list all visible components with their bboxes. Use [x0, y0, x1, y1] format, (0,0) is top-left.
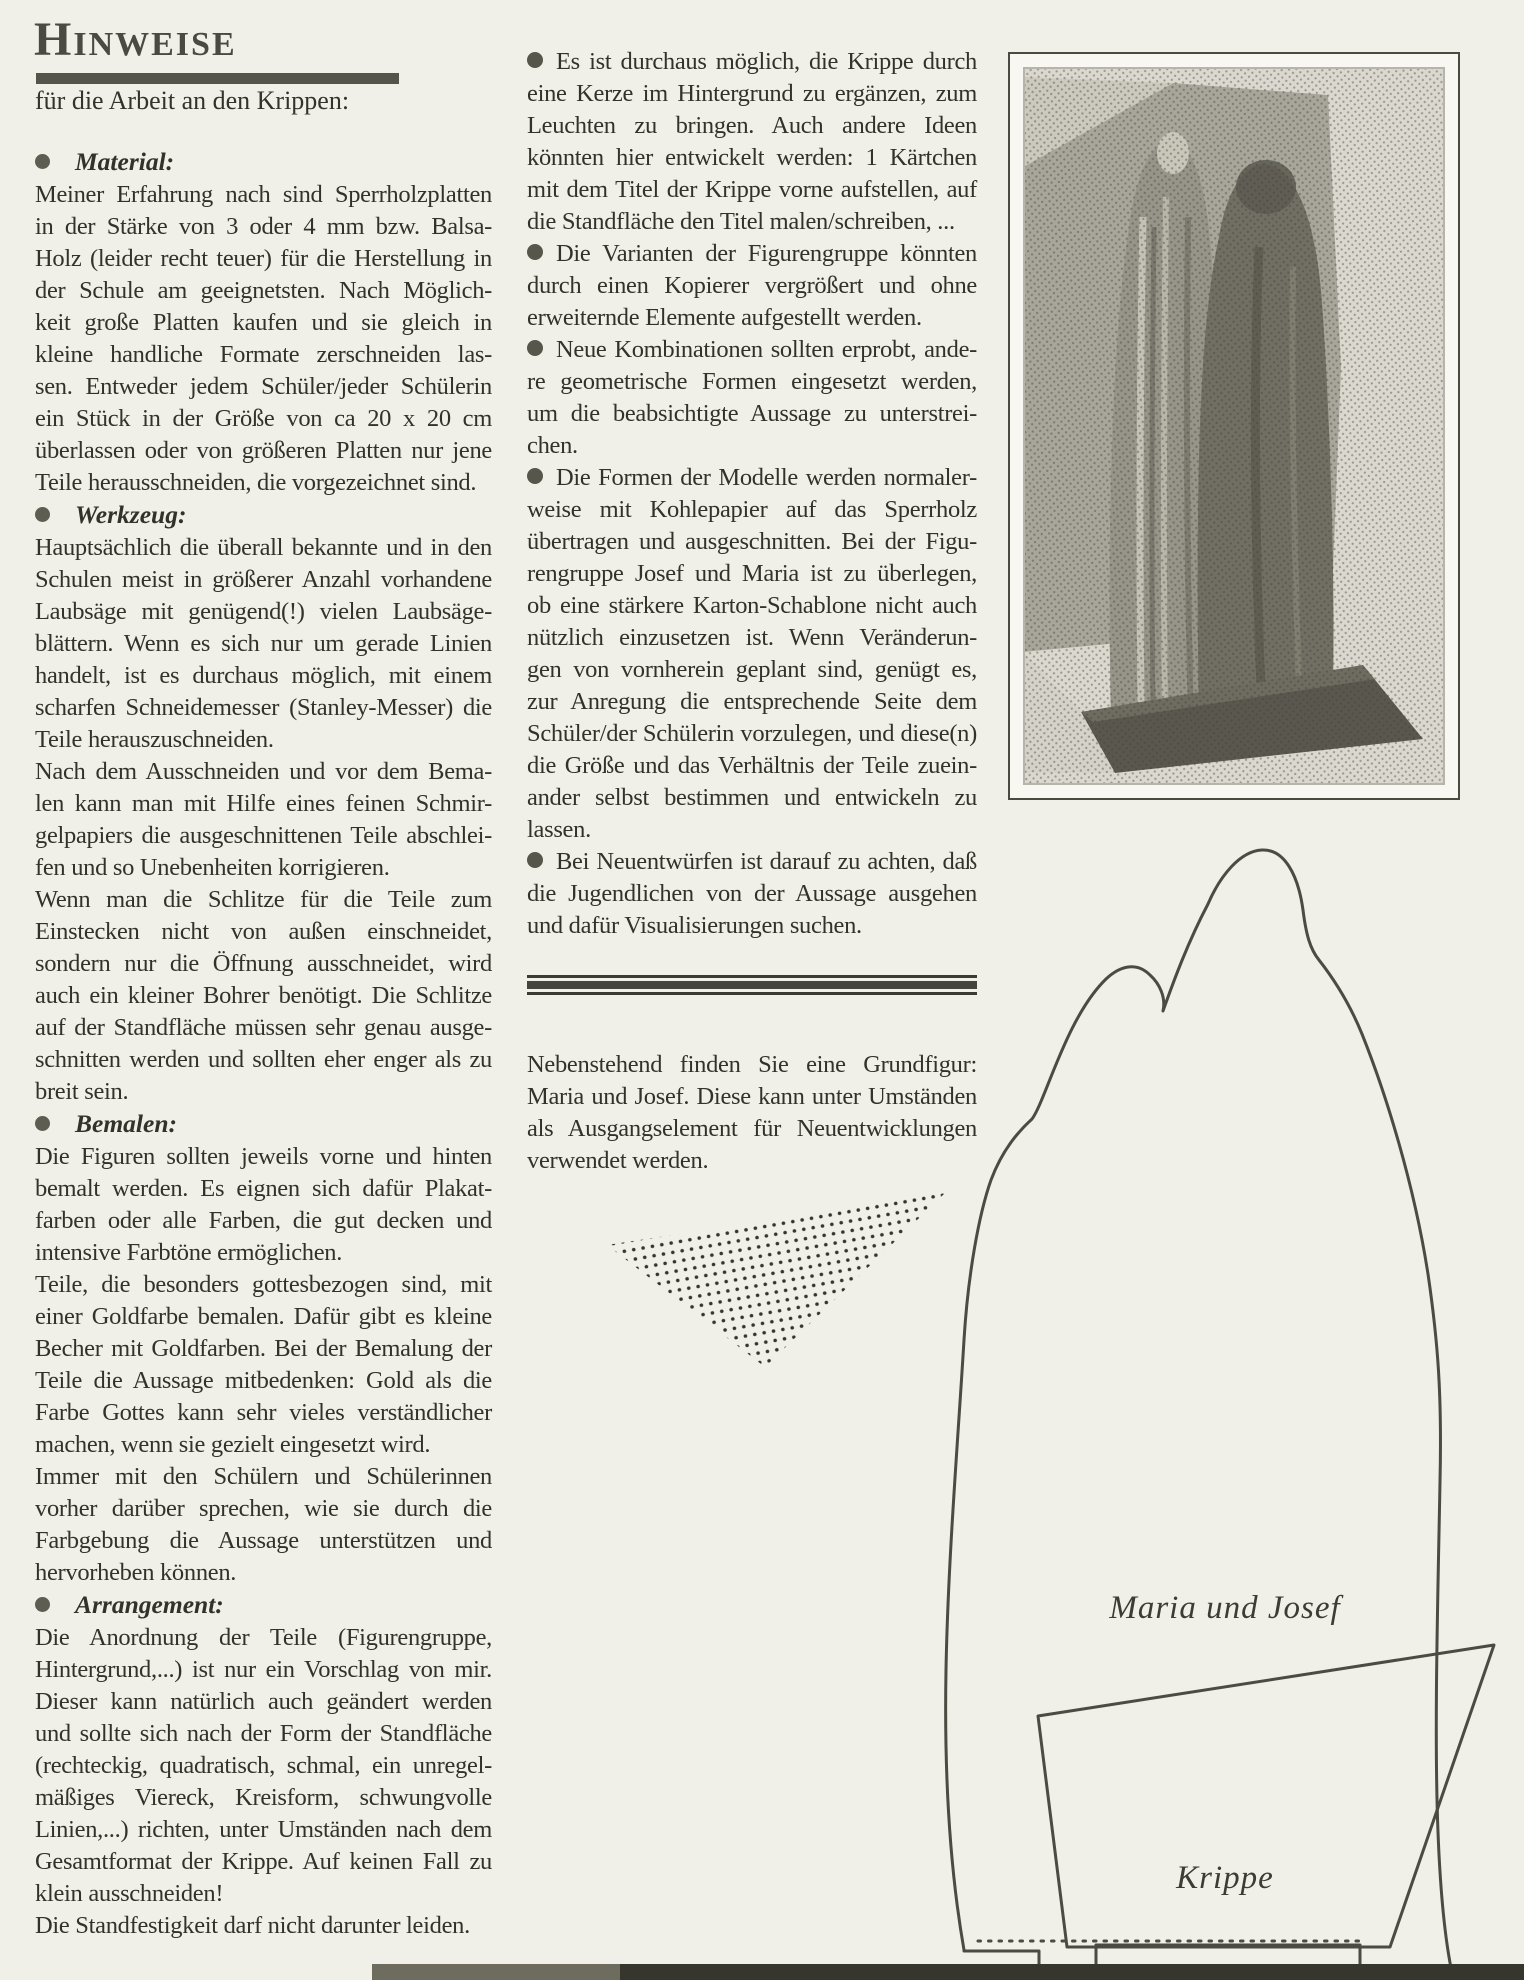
text-line: um die beabsichtigte Aussage zu unterstrei-: [527, 400, 977, 427]
text-line: Dieser kann natürlich auch geändert werden: [35, 1688, 492, 1715]
left-column-body: [35, 146, 492, 1942]
text-line: Hauptsächlich die überall bekannte und in den: [35, 534, 492, 561]
triangle-shape: [607, 1193, 945, 1367]
bullet-icon: [527, 852, 543, 868]
text-line: Die Figuren sollten jeweils vorne und hinten: [35, 1143, 492, 1170]
section-divider: [527, 975, 977, 995]
text-line: Die Anordnung der Teile (Figurengruppe,: [35, 1624, 492, 1651]
text-line: Teile herausschneiden, die vorgezeichnet sind.: [35, 469, 477, 496]
text-line: Schulen meist in größerer Anzahl vorhandene: [35, 566, 492, 593]
text-line: Hintergrund,...) ist nur ein Vorschlag von mir.: [35, 1656, 492, 1683]
bullet-icon: [527, 340, 543, 356]
bullet-icon: [527, 468, 543, 484]
text-line: re geometrische Formen eingesetzt werden,: [527, 368, 977, 395]
text-line: Einstecken nicht von außen einschneidet,: [35, 918, 492, 945]
text-line: als Ausgangselement für Neuentwicklungen: [527, 1115, 977, 1142]
section-heading: [35, 146, 492, 179]
text-line: scharfen Schneidemesser (Stanley-Messer) die: [35, 694, 492, 721]
text-line: Nach dem Ausschneiden und vor dem Bema-: [35, 758, 492, 785]
divider-line: [527, 975, 977, 978]
text-line: Becher mit Goldfarben. Bei der Bemalung der: [35, 1335, 492, 1362]
divider-line: [527, 992, 977, 995]
section-heading: [35, 1108, 492, 1141]
text-line: Die Varianten der Figurengruppe könnten: [527, 238, 977, 270]
text-line: mäßiges Viereck, Kreisform, schwungvolle: [35, 1784, 492, 1811]
text-line: weise mit Kohlepapier auf das Sperrholz: [527, 496, 977, 523]
text-line: Neue Kombinationen sollten erprobt, ande-: [527, 334, 977, 366]
text-line: Teile, die besonders gottesbezogen sind, mit: [35, 1271, 492, 1298]
text-line: auf der Standfläche müssen sehr genau ausge-: [35, 1014, 492, 1041]
text-line: Farbe Gottes kann sehr vieles verständlicher: [35, 1399, 492, 1426]
text-line: und dafür Visualisierungen suchen.: [527, 912, 862, 939]
text-line: nützlich einzusetzen ist. Wenn Veränderun-: [527, 624, 977, 651]
text-line: Immer mit den Schülern und Schülerinnen: [35, 1463, 492, 1490]
text-line: handelt, ist es durchaus möglich, mit einem: [35, 662, 492, 689]
bullet-icon: [527, 244, 543, 260]
text-line: schnitten werden und sollten eher enger als zu: [35, 1046, 492, 1073]
text-line: machen, wenn sie gezielt eingesetzt wird.: [35, 1431, 431, 1458]
text-line: Leuchten zu bringen. Auch andere Ideen: [527, 112, 977, 139]
text-line: Nebenstehend finden Sie eine Grundfigur:: [527, 1051, 977, 1078]
text-line: rengruppe Josef und Maria ist zu überlegen,: [527, 560, 977, 587]
text-line: chen.: [527, 432, 578, 459]
text-line: ob eine stärkere Karton-Schablone nicht auch: [527, 592, 977, 619]
note-body: [527, 1049, 977, 1177]
figure-outline-path: [946, 850, 1451, 1973]
bullet-icon: [35, 507, 50, 522]
text-line: verwendet werden.: [527, 1147, 709, 1174]
text-line: (rechteckig, quadratisch, schmal, ein unregel-: [35, 1752, 492, 1779]
text-line: Maria und Josef. Diese kann unter Umständen: [527, 1083, 977, 1110]
page-subtitle: für die Arbeit an den Krippen:: [35, 86, 350, 115]
text-line: zur Anregung die entsprechende Seite dem: [527, 688, 977, 715]
text-line: bemalt werden. Es eignen sich dafür Plakat-: [35, 1175, 492, 1202]
text-line: Gesamtformat der Krippe. Auf keinen Fall zu: [35, 1848, 492, 1875]
text-line: Die Formen der Modelle werden normaler-: [527, 462, 977, 494]
text-line: eine Kerze im Hintergrund zu ergänzen, zum: [527, 80, 977, 107]
text-line: in der Stärke von 3 oder 4 mm bzw. Balsa-: [35, 213, 492, 240]
photo-frame: [1008, 52, 1460, 800]
text-line: sen. Entweder jedem Schüler/jeder Schülerin: [35, 373, 492, 400]
text-line: breit sein.: [35, 1078, 129, 1105]
text-line: überlassen oder von größeren Platten nur jene: [35, 437, 492, 464]
divider-line: [527, 981, 977, 989]
bullet-icon: [35, 154, 50, 169]
scan-artifact-bar: [372, 1964, 620, 1980]
text-line: lassen.: [527, 816, 591, 843]
text-line: einer Goldfarbe bemalen. Dafür gibt es kleine: [35, 1303, 492, 1330]
bullet-icon: [527, 52, 543, 68]
text-line: Bei Neuentwürfen ist darauf zu achten, daß: [527, 846, 977, 878]
text-line: Farbgebung die Aussage unterstützen und: [35, 1527, 492, 1554]
text-line: durch einen Kopierer vergrößert und ohne: [527, 272, 977, 299]
text-line: Die Standfestigkeit darf nicht darunter leiden.: [35, 1912, 470, 1939]
krippe-outline-path: [1038, 1645, 1494, 1947]
dots-triangle-ornament: [600, 1185, 950, 1375]
text-line: Schüler/der Schülerin vorzulegen, und diese(n): [527, 720, 977, 747]
text-line: ein Stück in der Größe von ca 20 x 20 cm: [35, 405, 492, 432]
page-title: Hinweise: [34, 13, 237, 66]
krippe-label: Krippe: [1176, 1860, 1274, 1896]
text-line: intensive Farbtöne ermöglichen.: [35, 1239, 343, 1266]
text-line: die Standfläche den Titel malen/schreiben, ...: [527, 208, 955, 235]
section-title: Werkzeug:: [75, 500, 187, 529]
text-line: übertragen und ausgeschnitten. Bei der Figu-: [527, 528, 977, 555]
text-line: len kann man mit Hilfe eines feinen Schmir-: [35, 790, 492, 817]
text-line: Linien,...) richten, unter Umständen nach dem: [35, 1816, 492, 1843]
text-line: hervorheben können.: [35, 1559, 237, 1586]
text-line: Holz (leider recht teuer) für die Herstellung in: [35, 245, 492, 272]
section-heading: [35, 499, 492, 532]
bullet-icon: [35, 1597, 50, 1612]
text-line: klein ausschneiden!: [35, 1880, 224, 1907]
bullet-icon: [35, 1116, 50, 1131]
text-line: Meiner Erfahrung nach sind Sperrholzplatten: [35, 181, 492, 208]
text-line: mit dem Titel der Krippe vorne aufstellen, auf: [527, 176, 977, 203]
text-line: und sollte sich nach der Form der Standfläche: [35, 1720, 492, 1747]
text-line: Teile die Aussage mitbedenken: Gold als die: [35, 1367, 492, 1394]
section-heading: [35, 1589, 492, 1622]
text-line: gen von vornherein geplant sind, genügt es,: [527, 656, 977, 683]
text-line: erweiternde Elemente aufgestellt werden.: [527, 304, 922, 331]
text-line: sondern nur die Öffnung ausschneidet, wird: [35, 950, 492, 977]
text-line: könnten hier entwickelt werden: 1 Kärtchen: [527, 144, 977, 171]
text-line: Teile herauszuschneiden.: [35, 726, 274, 753]
text-line: kleine handliche Formate zerschneiden las-: [35, 341, 492, 368]
middle-column-body: [527, 46, 977, 942]
maria-josef-label: Maria und Josef: [1109, 1590, 1341, 1626]
text-line: die Jugendlichen von der Aussage ausgehen: [527, 880, 977, 907]
section-title: Bemalen:: [75, 1109, 177, 1138]
text-line: fen und so Unebenheiten korrigieren.: [35, 854, 390, 881]
text-line: auch ein kleiner Bohrer benötigt. Die Schlitze: [35, 982, 492, 1009]
text-line: keit große Platten kaufen und sie gleich in: [35, 309, 492, 336]
scan-artifact-bar: [620, 1964, 1524, 1980]
text-line: farben oder alle Farben, die gut decken und: [35, 1207, 492, 1234]
text-line: Es ist durchaus möglich, die Krippe durch: [527, 46, 977, 78]
photo-halftone-image: [1023, 67, 1445, 785]
text-line: ander selbst bestimmen und entwickeln zu: [527, 784, 977, 811]
text-line: vorher darüber sprechen, wie sie durch die: [35, 1495, 492, 1522]
text-line: gelpapiers die ausgeschnittenen Teile abschlei-: [35, 822, 492, 849]
text-line: die Größe und das Verhältnis der Teile zuein-: [527, 752, 977, 779]
title-rule: [36, 73, 399, 84]
photo-halftone-overlay: [1023, 67, 1445, 785]
figure-template-drawing: [930, 830, 1524, 1980]
text-line: Laubsäge mit genügend(!) vielen Laubsäge-: [35, 598, 492, 625]
section-title: Material:: [75, 147, 175, 176]
text-line: blättern. Wenn es sich nur um gerade Linien: [35, 630, 492, 657]
section-title: Arrangement:: [75, 1590, 224, 1619]
text-line: der Schule am geeignetsten. Nach Möglich-: [35, 277, 492, 304]
text-line: Wenn man die Schlitze für die Teile zum: [35, 886, 492, 913]
